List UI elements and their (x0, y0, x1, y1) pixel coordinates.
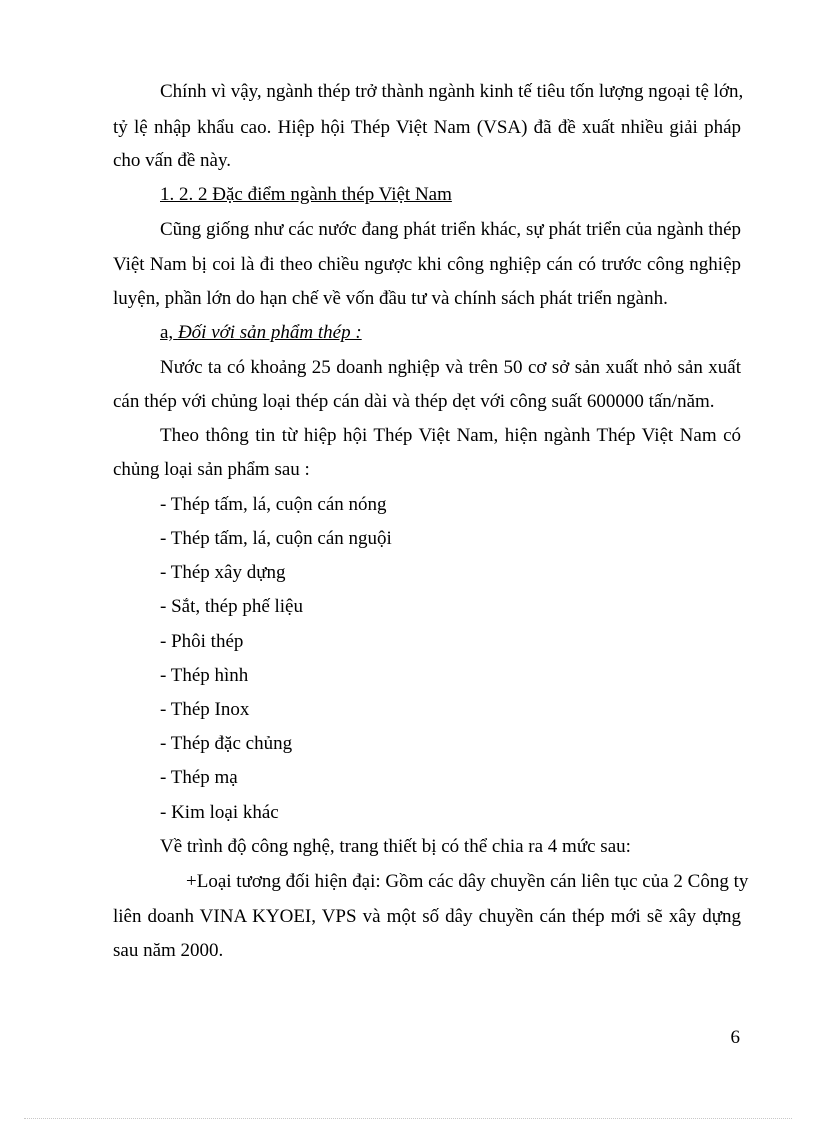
list-item: - Thép đặc chủng (160, 733, 293, 754)
list-item: - Thép tấm, lá, cuộn cán nóng (160, 494, 387, 515)
paragraph-characteristics-line-2: Việt Nam bị coi là đi theo chiều ngược khi công nghiệp cán có trước công nghiệp (113, 254, 741, 275)
list-item: - Thép xây dựng (160, 562, 286, 583)
paragraph-modern-line-1: +Loại tương đối hiện đại: Gồm các dây chuyền cán liên tục của 2 Công ty (186, 871, 749, 892)
list-item: - Thép tấm, lá, cuộn cán nguội (160, 528, 392, 549)
subheading (160, 321, 741, 345)
list-item: - Phôi thép (160, 631, 244, 652)
list-item: - Sắt, thép phế liệu (160, 596, 303, 617)
paragraph-products-line-2: chủng loại sản phẩm sau : (113, 459, 310, 480)
paragraph-producers-line-2: cán thép với chủng loại thép cán dài và thép dẹt với công suất 600000 tấn/năm. (113, 391, 715, 412)
paragraph-intro-line-1: Chính vì vậy, ngành thép trở thành ngành kinh tế tiêu tốn lượng ngoại tệ lớn, (160, 81, 744, 102)
list-item: - Thép hình (160, 665, 249, 686)
paragraph-products-line-1: Theo thông tin từ hiệp hội Thép Việt Nam, hiện ngành Thép Việt Nam có (160, 425, 741, 446)
paragraph-characteristics-line-3: luyện, phần lớn do hạn chế về vốn đầu tư và chính sách phát triển ngành. (113, 288, 668, 309)
subheading-prefix: a, (160, 322, 174, 343)
paragraph-modern-line-2: liên doanh VINA KYOEI, VPS và một số dây chuyền cán thép mới sẽ xây dựng (113, 906, 741, 927)
paragraph-modern-line-3: sau năm 2000. (113, 940, 224, 961)
list-item: - Kim loại khác (160, 802, 279, 823)
page-number: 6 (730, 1027, 740, 1048)
paragraph-technology: Về trình độ công nghệ, trang thiết bị có thể chia ra 4 mức sau: (160, 836, 631, 857)
paragraph-characteristics-line-1: Cũng giống như các nước đang phát triển khác, sự phát triển của ngành thép (160, 219, 741, 240)
subheading-text: Đối với sản phẩm thép : (177, 322, 362, 343)
paragraph-intro-line-2: tỷ lệ nhập khẩu cao. Hiệp hội Thép Việt Nam (VSA) đã đề xuất nhiều giải pháp (113, 117, 741, 138)
list-item: - Thép mạ (160, 767, 238, 788)
paragraph-intro-line-3: cho vấn đề này. (113, 150, 231, 171)
paragraph-producers-line-1: Nước ta có khoảng 25 doanh nghiệp và trên 50 cơ sở sản xuất nhỏ sản xuất (160, 357, 741, 378)
page-bottom-divider (24, 1118, 792, 1119)
section-heading: 1. 2. 2 Đặc điểm ngành thép Việt Nam (160, 184, 452, 205)
list-item: - Thép Inox (160, 699, 250, 720)
